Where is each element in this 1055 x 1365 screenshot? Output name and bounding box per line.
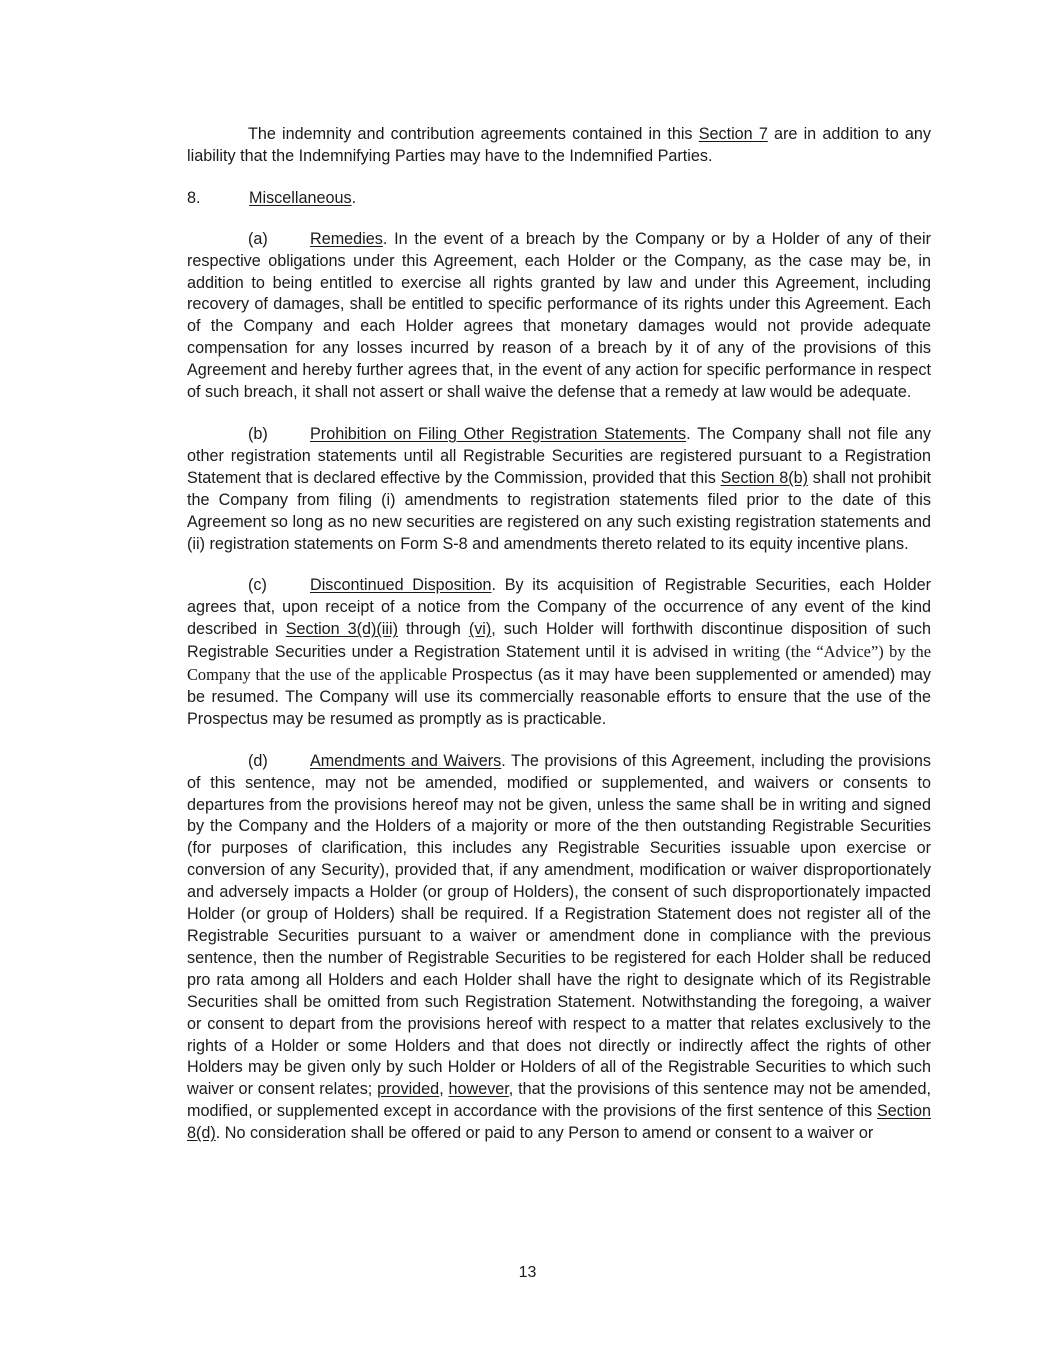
section-7-reference: Section 7 [698,125,768,143]
paragraph-label: (a) [248,229,268,248]
paragraph-body: . The provisions of this Agreement, including the provisions of this sentence, may not be amended, modified or supplemented, and waivers or consents to departures from the provisions hereof may not be given, unless the same shall be in writing and signed by the Company and the Holders of a majority or more of the then outstanding Registrable Securities (for purposes of clarification, this includes any Registrable Securities issuable upon exercise or conversion of any Security), provided that, if any amendment, modification or waiver disproportionately and adversely impacts a Holder (or group of Holders), the consent of such disproportionately impacted Holder (or group of Holders) shall be required. If a Registration Statement does not register all of the Registrable Securities pursuant to a waiver or amendment done in compliance with the previous sentence, then the number of Registrable Securities to be registered for each Holder shall be reduced pro rata among all Holders and each Holder shall have the right to designate which of its Registrable Securities shall be omitted from such Registration Statement. Notwithstanding the foregoing, a waiver or consent to depart from the provisions hereof with respect to a matter that relates exclusively to the rights of a Holder or some Holders and that does not directly or indirectly affect the rights of other Holders may be given only by such Holder or Holders of all of the Registrable Securities to which such waiver or consent relates; [187,751,931,1099]
paragraph-c-discontinued-disposition [187,575,931,730]
intro-text: The indemnity and contribution agreements contained in this [248,125,699,143]
paragraph-label: (c) [248,576,267,595]
paragraph-title: Discontinued Disposition [310,576,492,595]
paragraph-label: (b) [248,424,268,443]
section-vi-reference: (vi) [468,620,492,639]
document-page [187,124,931,1165]
paragraph-title: Remedies [310,229,383,248]
paragraph-body-end: Prospectus (as it may have been supplemented or amended) may be resumed. The Company will use its commercially reasonable efforts to ensure that the use of the Prospectus may be resumed as promptly as is practicable. [187,666,931,728]
paragraph-a-remedies [187,229,931,404]
intro-paragraph [187,124,931,168]
paragraph-body-end: shall not prohibit the Company from filing (i) amendments to registration statements filed prior to the date of this Agreement so long as no new securities are registered on any such existing registration statements and (ii) registration statements on Form S-8 and amendments thereto related to its equity incentive plans. [187,468,931,553]
section-8-heading [187,188,931,210]
section-title-suffix: . [351,188,357,207]
paragraph-label: (d) [248,751,268,770]
section-8d-reference: Section 8(d) [187,1102,931,1143]
paragraph-title: Prohibition on Filing Other Registration Statements [310,424,687,443]
paragraph-body-middle: , such Holder will forthwith discontinue disposition of such Registrable Securities under a Registration Statement until it is advised in [187,620,931,662]
paragraph-body: . In the event of a breach by the Company or by a Holder of any of their respective obligations under this Agreement, each Holder or the Company, as the case may be, in addition to being entitled to exercise all rights granted by law and under this Agreement, including recovery of damages, shall be entitled to specific performance of its rights under this Agreement. Each of the Company and each Holder agrees that monetary damages would not provide adequate compensation for any losses incurred by reason of a breach by it of any of the provisions of this Agreement and hereby further agrees that, in the event of any action for specific performance in respect of such breach, it shall not assert or shall waive the defense that a remedy at law would be adequate. [187,229,931,402]
paragraph-title: Amendments and Waivers [310,751,502,770]
comma: , [439,1080,449,1099]
intro-text-end: are in addition to any liability that the Indemnifying Parties may have to the Indemnified Parties. [187,125,931,165]
paragraph-b-prohibition [187,424,931,555]
section-8b-reference: Section 8(b) [720,468,809,487]
paragraph-body-serif: writing (the “Advice”) by the Company that the use of the applicable [187,642,931,685]
page-number: 13 [518,1264,537,1281]
section-3d-iii-reference: Section 3(d)(iii) [285,620,398,639]
provided-term: provided [377,1080,440,1099]
paragraph-body: . By its acquisition of Registrable Securities, each Holder agrees that, upon receipt of a notice from the Company of the occurrence of any event of the kind described in [187,576,931,639]
paragraph-d-amendments-waivers [187,751,931,1145]
paragraph-body-end: . No consideration shall be offered or paid to any Person to amend or consent to a waiver or [215,1124,874,1143]
section-number: 8. [187,188,201,207]
section-title: Miscellaneous [249,188,352,207]
paragraph-body-through: through [398,620,469,639]
paragraph-body-middle: , that the provisions of this sentence may not be amended, modified, or supplemented except in accordance with the provisions of the first sentence of this [187,1080,931,1121]
however-term: however [448,1080,509,1099]
paragraph-body: . The Company shall not file any other registration statements until all Registrable Securities are registered pursuant to a Registration Statement that is declared effective by the Commission, provided that this [187,424,931,487]
